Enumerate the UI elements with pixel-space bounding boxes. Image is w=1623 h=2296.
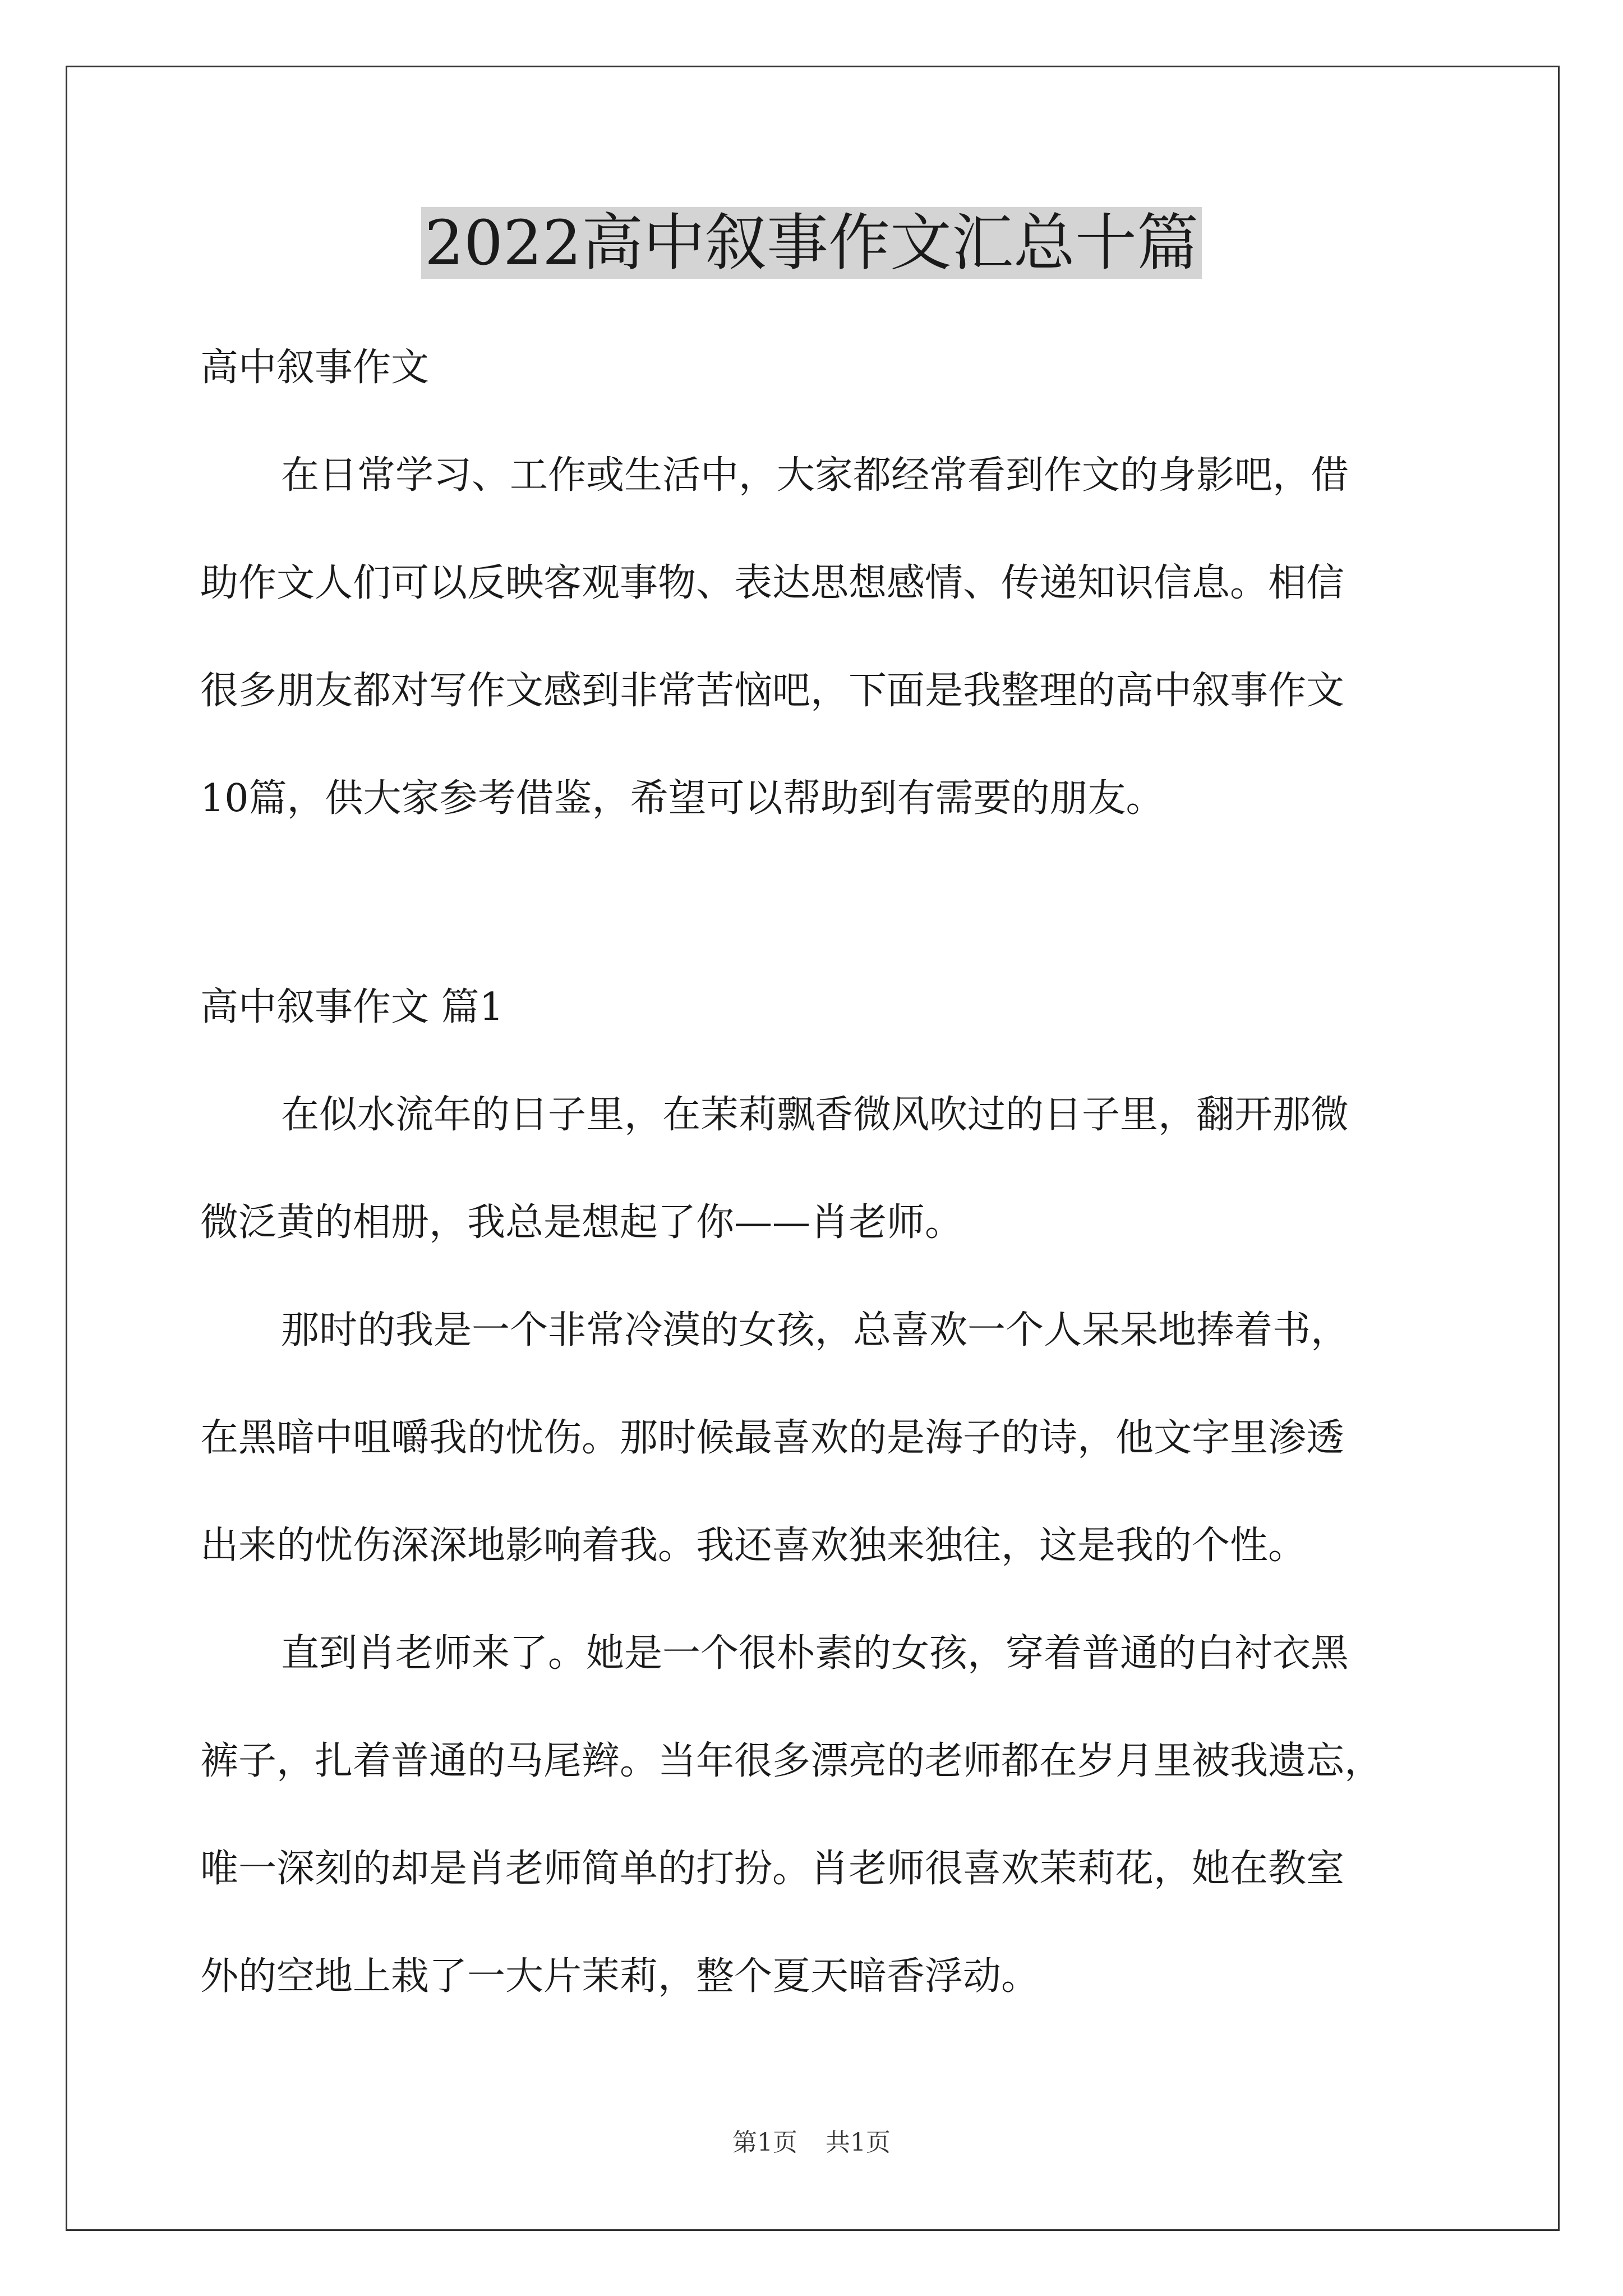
page-footer — [0, 2126, 1623, 2160]
paragraph-line: 直到肖老师来了。她是一个很朴素的女孩，穿着普通的白衬衣黑 — [281, 1631, 1349, 1676]
paragraph-gap — [200, 853, 1434, 954]
paragraph-line: 在黑暗中咀嚼我的忧伤。那时候最喜欢的是海子的诗，他文字里渗透 — [200, 1416, 1345, 1460]
page-number: 第1页 — [732, 2128, 797, 2157]
document-body — [200, 314, 1434, 2031]
document-title — [0, 201, 1623, 285]
section-heading: 高中叙事作文 篇1 — [200, 985, 504, 1029]
page-total: 共1页 — [826, 2128, 891, 2157]
paragraph-line: 裤子，扎着普通的马尾辫。当年很多漂亮的老师都在岁月里被我遗忘， — [200, 1739, 1383, 1783]
paragraph-line: 10篇，供大家参考借鉴，希望可以帮助到有需要的朋友。 — [200, 776, 1164, 821]
paragraph-line: 很多朋友都对写作文感到非常苦恼吧，下面是我整理的高中叙事作文 — [200, 669, 1345, 713]
paragraph-line: 那时的我是一个非常冷漠的女孩，总喜欢一个人呆呆地捧着书， — [281, 1308, 1349, 1352]
paragraph-line: 在日常学习、工作或生活中，大家都经常看到作文的身影吧，借 — [281, 453, 1349, 498]
paragraph-line: 外的空地上栽了一大片茉莉，整个夏天暗香浮动。 — [200, 1954, 1040, 1999]
paragraph-line: 微泛黄的相册，我总是想起了你——肖老师。 — [200, 1200, 963, 1245]
paragraph-line: 在似水流年的日子里，在茉莉飘香微风吹过的日子里，翻开那微 — [281, 1093, 1349, 1137]
section-heading: 高中叙事作文 — [200, 346, 430, 390]
paragraph-line: 助作文人们可以反映客观事物、表达思想感情、传递知识信息。相信 — [200, 561, 1345, 605]
paragraph-line: 唯一深刻的却是肖老师简单的打扮。肖老师很喜欢茉莉花，她在教室 — [200, 1847, 1345, 1891]
document-title-text: 2022高中叙事作文汇总十篇 — [421, 207, 1202, 279]
paragraph-line: 出来的忧伤深深地影响着我。我还喜欢独来独往，这是我的个性。 — [200, 1524, 1307, 1568]
